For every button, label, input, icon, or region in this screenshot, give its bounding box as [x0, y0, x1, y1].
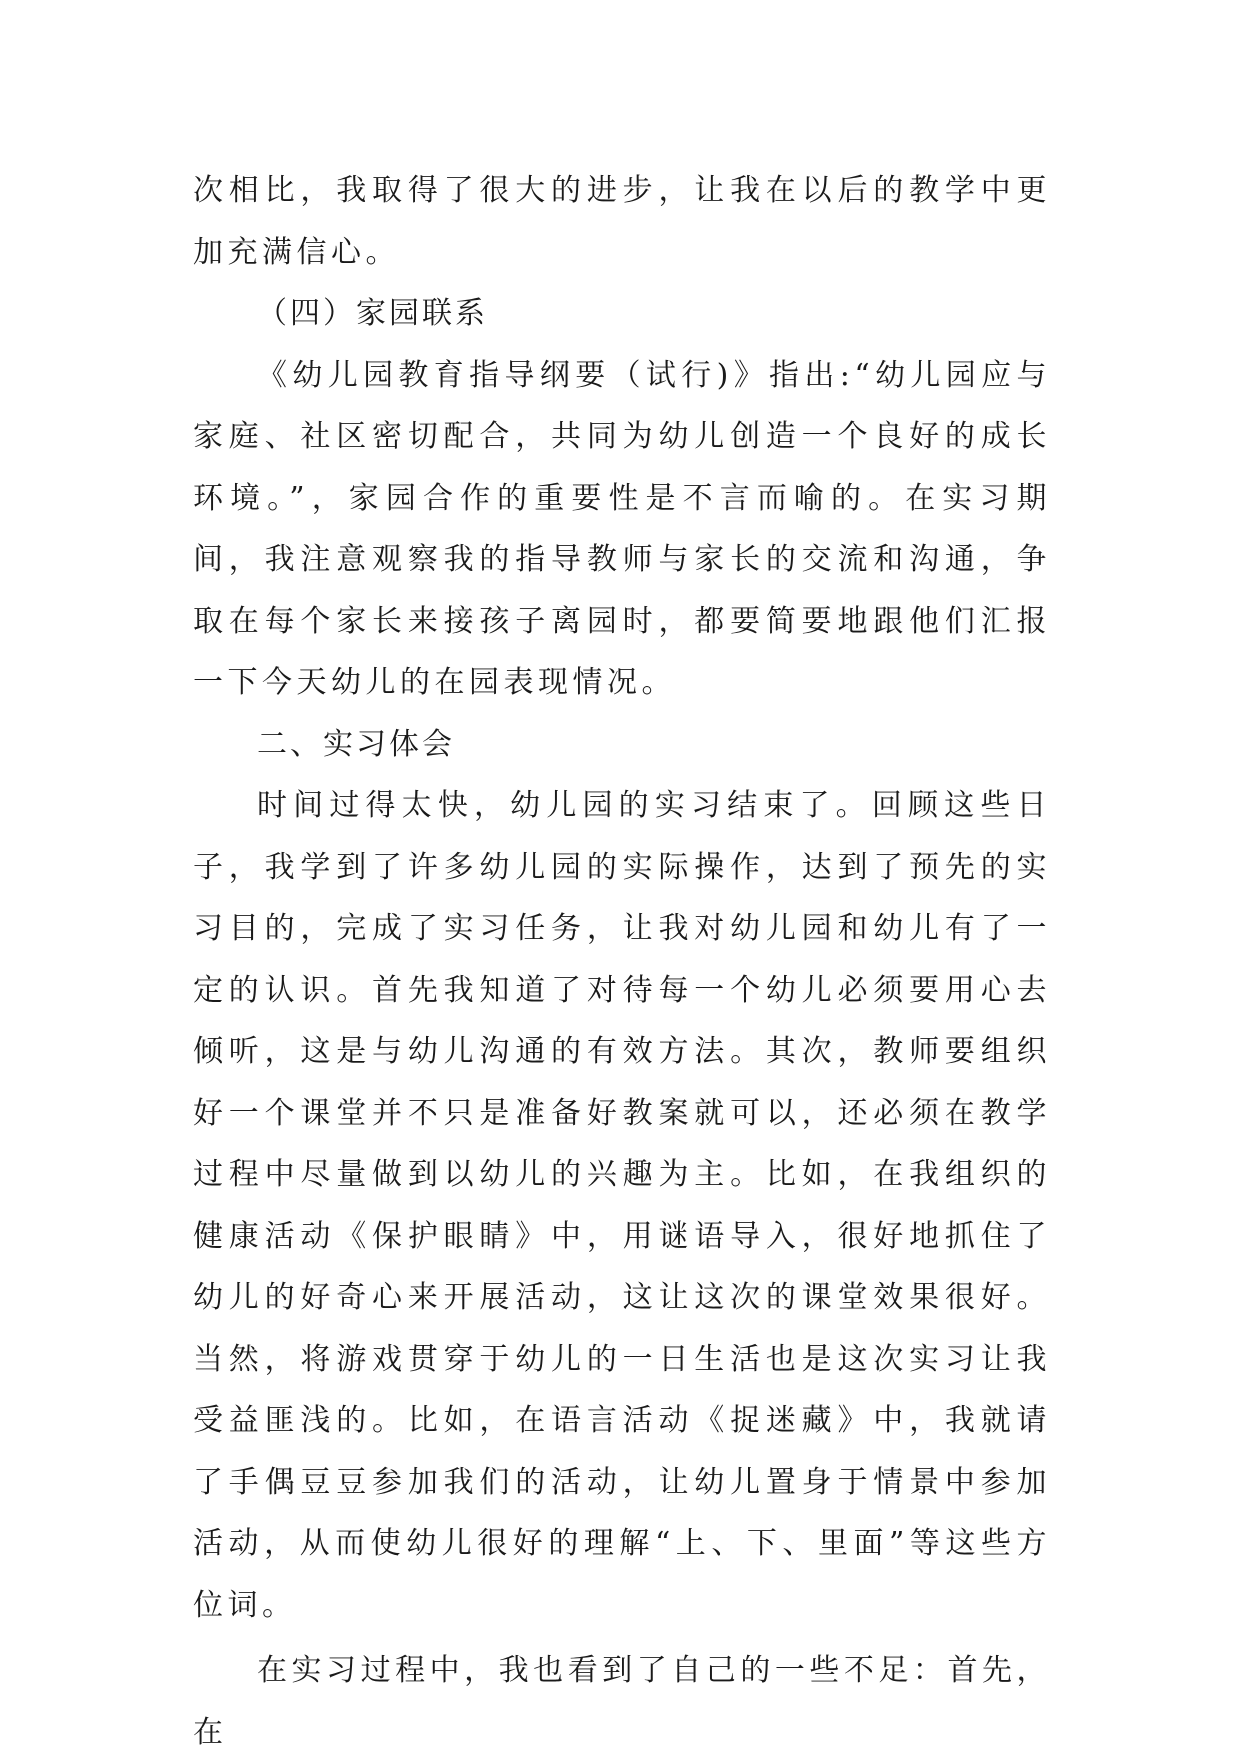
family-contact-paragraph: 《幼儿园教育指导纲要（试行)》指出:“幼儿园应与家庭、社区密切配合，共同为幼儿创造一个良好的成长环境。”，家园合作的重要性是不言而喻的。在实习期间，我注意观察我的指导教师与家长的交流和沟通，争取在每个家长来接孩子离园时，都要简要地跟他们汇报一下今天幼儿的在园表现情况。: [193, 357, 1051, 700]
experience-paragraph: 时间过得太快，幼儿园的实习结束了。回顾这些日子，我学到了许多幼儿园的实际操作，达到了预先的实习目的，完成了实习任务，让我对幼儿园和幼儿有了一定的认识。首先我知道了对待每一个幼儿必须要用心去倾听，这是与幼儿沟通的有效方法。其次，教师要组织好一个课堂并不只是准备好教案就可以，还必须在教学过程中尽量做到以幼儿的兴趣为主。比如，在我组织的健康活动《保护眼睛》中，用谜语导入，很好地抓住了幼儿的好奇心来开展活动，这让这次的课堂效果很好。当然，将游戏贯穿于幼儿的一日生活也是这次实习让我受益匪浅的。比如，在语言活动《捉迷藏》中，我就请了手偶豆豆参加我们的活动，让幼儿置身于情景中参加活动，从而使幼儿很好的理解“上、下、里面”等这些方位词。: [193, 788, 1051, 1623]
section-heading-experience: 二、实习体会: [257, 726, 455, 762]
document-body: [193, 160, 1051, 1763]
shortcomings-paragraph: 在实习过程中，我也看到了自己的一些不足：首先，在: [193, 1653, 1051, 1750]
section-heading-family-contact: （四）家园联系: [257, 296, 488, 331]
continuation-paragraph: 次相比，我取得了很大的进步，让我在以后的教学中更加充满信心。: [193, 173, 1051, 270]
